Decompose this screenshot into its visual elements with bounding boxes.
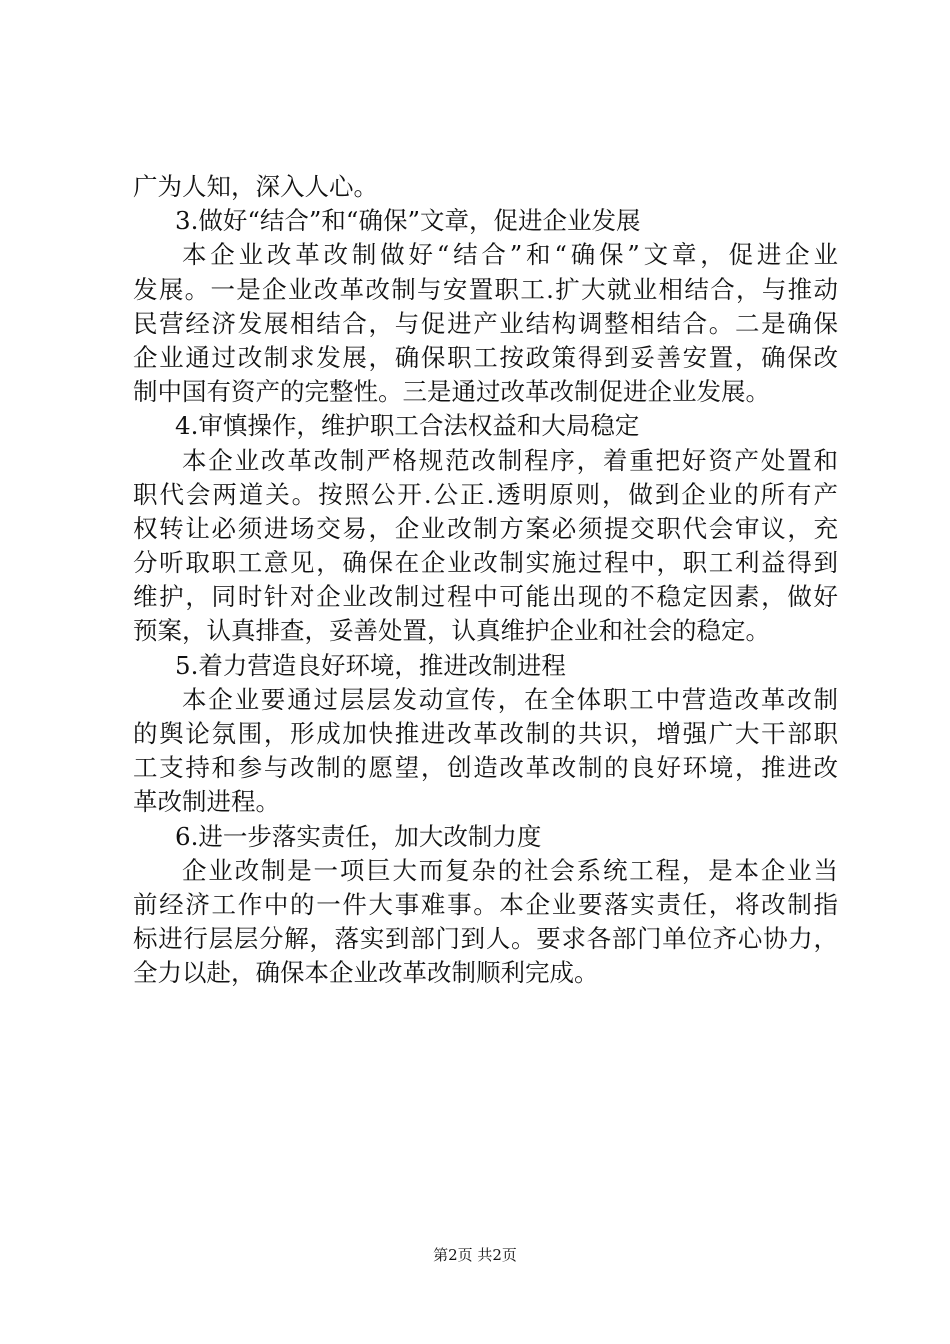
section-heading: 4.审慎操作，维护职工合法权益和大局稳定: [175, 411, 640, 441]
section-heading: 6.进一步落实责任，加大改制力度: [175, 821, 542, 851]
text-line: 制中国有资产的完整性。三是通过改革改制促进企业发展。: [133, 377, 770, 407]
text-line: 革改制进程。: [133, 787, 280, 817]
text-line: 全力以赴，确保本企业改革改制顺利完成。: [133, 958, 599, 988]
text-line: 发展。一是企业改革改制与安置职工.扩大就业相结合，与推动: [133, 274, 838, 304]
text-line: 预案，认真排查，妥善处置，认真维护企业和社会的稳定。: [133, 616, 770, 646]
text-line: 本企业要通过层层发动宣传，在全体职工中营造改革改制: [182, 684, 838, 714]
text-line: 企业通过改制求发展，确保职工按政策得到妥善安置，确保改: [133, 342, 838, 372]
text-line: 分听取职工意见，确保在企业改制实施过程中，职工利益得到: [133, 548, 838, 578]
text-line: 企业改制是一项巨大而复杂的社会系统工程，是本企业当: [182, 855, 838, 885]
page-number-footer: 第2页 共2页: [433, 1246, 517, 1264]
text-line: 权转让必须进场交易，企业改制方案必须提交职代会审议，充: [133, 513, 838, 543]
section-heading: 3.做好“结合”和“确保”文章，促进企业发展: [175, 206, 641, 236]
text-line: 本企业改革改制严格规范改制程序，着重把好资产处置和: [182, 445, 838, 475]
text-line: 广为人知，深入人心。: [133, 172, 378, 201]
text-line: 工支持和参与改制的愿望，创造改革改制的良好环境，推进改: [133, 753, 838, 783]
text-line: 前经济工作中的一件大事难事。本企业要落实责任，将改制指: [133, 889, 838, 919]
text-line: 民营经济发展相结合，与促进产业结构调整相结合。二是确保: [133, 308, 838, 338]
text-line: 的舆论氛围，形成加快推进改革改制的共识，增强广大干部职: [133, 719, 838, 748]
text-line: 标进行层层分解，落实到部门到人。要求各部门单位齐心协力，: [133, 924, 838, 954]
text-line: 本企业改革改制做好“结合”和“确保”文章，促进企业: [182, 240, 838, 270]
section-heading: 5.着力营造良好环境，推进改制进程: [175, 650, 566, 680]
text-line: 职代会两道关。按照公开.公正.透明原则，做到企业的所有产: [133, 479, 838, 509]
text-line: 维护，同时针对企业改制过程中可能出现的不稳定因素，做好: [133, 582, 838, 612]
document-body: [133, 170, 838, 991]
